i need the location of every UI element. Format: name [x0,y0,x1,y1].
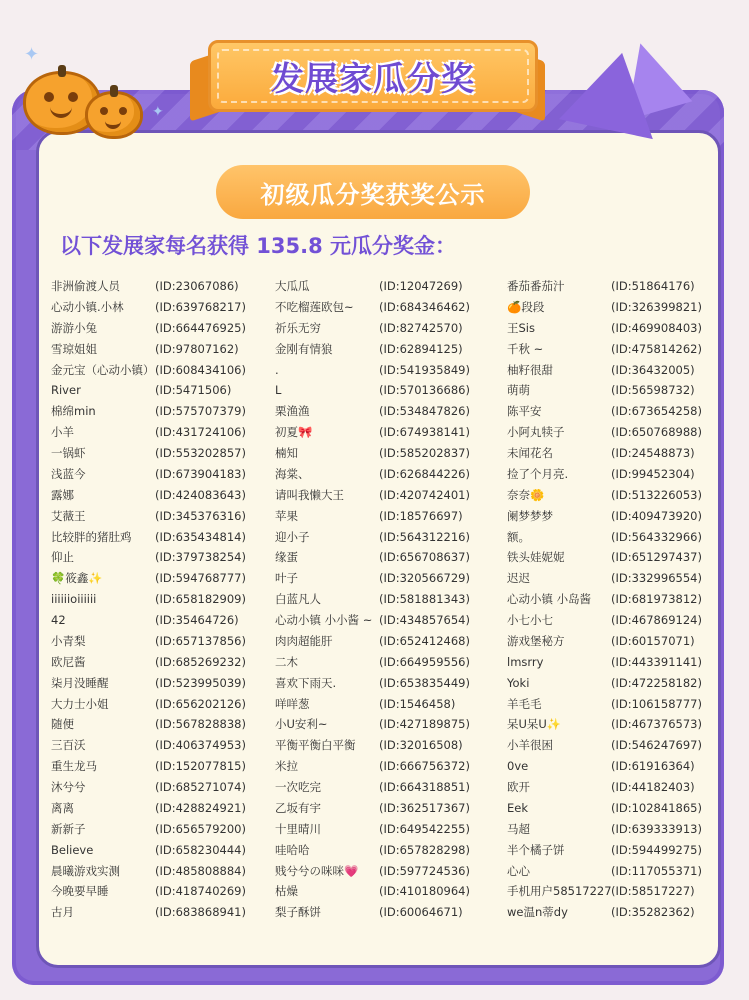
winner-id: (ID:326399821) [611,299,702,314]
list-item [275,568,505,589]
list-item [51,673,271,694]
winner-name: River [51,383,81,398]
list-item [275,380,505,401]
winner-id: (ID:674938141) [379,425,470,440]
list-item [507,276,717,297]
list-item [275,464,505,485]
winner-id: (ID:575707379) [155,404,246,419]
winner-name: 贱兮兮の咪咪💗 [275,863,359,878]
winner-name: Yoki [507,675,530,690]
winner-name: 楠知 [275,446,298,460]
list-item [51,527,271,548]
list-item [507,485,717,506]
list-item [275,840,505,861]
list-item [507,714,717,735]
winner-name: 祈乐无穷 [275,320,321,335]
list-item [507,568,717,589]
list-item [275,610,505,631]
list-item [507,318,717,339]
winner-id: (ID:681973812) [611,592,702,607]
winner-id: (ID:32016508) [379,738,463,753]
pumpkin-eye [100,107,108,115]
winner-name: L [275,383,282,398]
list-item [275,673,505,694]
subtitle: 初级瓜分奖获奖公示 [260,180,486,209]
winner-id: (ID:152077815) [155,759,246,774]
winner-name: 哇哈哈 [275,842,310,857]
list-item [507,777,717,798]
list-item [275,652,505,673]
winner-name: 非洲偷渡人员 [51,279,120,293]
list-item [51,297,271,318]
winner-id: (ID:431724106) [155,425,246,440]
list-item [275,401,505,422]
winner-column-1 [51,276,271,923]
list-item [51,380,271,401]
winner-id: (ID:472258182) [611,675,702,690]
winner-id: (ID:594768777) [155,571,246,586]
winner-id: (ID:97807162) [155,341,239,356]
winner-id: (ID:546247697) [611,738,702,753]
winner-name: 小羊 [51,425,74,440]
sparkle-icon: ✦ [24,44,40,65]
winner-name: 金刚有情狼 [275,341,333,356]
winner-id: (ID:420742401) [379,487,470,502]
winner-id: (ID:434857654) [379,613,470,627]
list-item [275,589,505,610]
winner-id: (ID:1546458) [379,696,456,711]
winner-name: 艾薇王 [51,508,86,523]
winner-name: 42 [51,613,66,627]
winner-name: 🍀筱鑫✨ [51,571,103,586]
winner-name: 金元宝（心动小镇） [51,362,155,377]
list-item [507,902,717,923]
list-item [51,652,271,673]
winner-id: (ID:597724536) [379,863,470,878]
winner-name: 迟迟 [507,571,530,586]
winner-id: (ID:664959556) [379,654,470,669]
winner-name: 初夏🎀 [275,425,313,440]
winner-id: (ID:467869124) [611,613,702,627]
list-item [507,422,717,443]
winner-name: Believe [51,842,94,857]
winner-id: (ID:410180964) [379,884,470,899]
list-item [275,735,505,756]
winner-column-3 [507,276,717,923]
list-item [51,840,271,861]
winner-name: 陈平安 [507,404,542,419]
winner-name: 欧尼酱 [51,654,86,669]
list-item [51,568,271,589]
winner-id: (ID:406374953) [155,738,246,753]
title-banner [208,40,538,112]
winner-name: 番茄番茄汁 [507,279,565,293]
list-item [275,527,505,548]
winner-name: 枯燥 [275,884,298,899]
winner-name: 露娜 [51,487,74,502]
winner-name: 心动小镇 小岛酱 [507,592,592,607]
list-item [507,861,717,882]
winner-id: (ID:62894125) [379,341,463,356]
winner-id: (ID:541935849) [379,362,470,377]
list-item [51,798,271,819]
winner-id: (ID:685271074) [155,780,246,794]
winner-id: (ID:467376573) [611,717,702,732]
winner-name: 咩咩葱 [275,696,310,711]
headline: 以下发展家每名获得 135.8 元瓜分奖金： [60,234,457,258]
list-item [275,798,505,819]
winner-id: (ID:656708637) [379,550,470,565]
list-item [51,735,271,756]
winner-name: 额。 [507,529,530,544]
winner-name: 一锅虾 [51,446,86,460]
list-item [51,714,271,735]
winner-id: (ID:684346462) [379,299,470,314]
winner-id: (ID:656579200) [155,821,246,836]
sparkle-icon: ✦ [152,104,164,120]
winner-name: 马超 [507,821,530,836]
winner-id: (ID:650768988) [611,425,702,440]
winner-name: 三百沃 [51,738,86,753]
list-item [51,506,271,527]
list-item [275,443,505,464]
list-item [51,547,271,568]
list-item [507,547,717,568]
winner-name: 大力士小姐 [51,696,109,711]
winner-id: (ID:418740269) [155,884,246,899]
winner-id: (ID:36432005) [611,362,695,377]
winner-name: 小羊很困 [507,738,553,753]
list-item [507,360,717,381]
pumpkin-eye [119,107,127,115]
winner-name: 0ve [507,759,529,774]
winner-id: (ID:379738254) [155,550,246,565]
winner-name: 萌萌 [507,383,530,398]
pumpkin-stem [110,85,118,97]
winner-name: 小青梨 [51,633,86,648]
list-item [275,360,505,381]
winner-name: 游戏堡秘方 [507,633,565,648]
list-item [507,881,717,902]
winner-id: (ID:652412468) [379,633,470,648]
winner-name: 十里晴川 [275,821,321,836]
list-item [507,297,717,318]
pumpkin-icon [88,94,140,136]
list-item [507,631,717,652]
winner-name: 心心 [507,863,530,878]
list-item [507,589,717,610]
list-item [51,861,271,882]
pumpkin-stem [58,65,66,77]
winner-name: 柚籽很甜 [507,362,553,377]
winner-id: (ID:5471506) [155,383,232,398]
list-item [275,318,505,339]
subtitle-pill [216,165,530,219]
winner-name: 新新子 [51,821,86,836]
list-item [507,443,717,464]
winner-id: (ID:332996554) [611,571,702,586]
list-item [51,881,271,902]
list-item [51,339,271,360]
winner-name: 离离 [51,800,74,815]
winner-id: (ID:657828298) [379,842,470,857]
winner-id: (ID:658182909) [155,592,246,607]
list-item [51,485,271,506]
winner-id: (ID:585202837) [379,446,470,460]
banner-title: 发展家瓜分奖 [271,58,475,98]
list-item [51,401,271,422]
winner-id: (ID:12047269) [379,279,463,293]
winner-name: 铁头娃妮妮 [507,550,565,565]
list-item [275,631,505,652]
winner-id: (ID:534847826) [379,404,470,419]
winner-name: 一次吃完 [275,780,321,794]
winner-name: 不吃榴莲欧包~ [275,299,354,314]
list-item [51,276,271,297]
list-item [507,652,717,673]
winner-id: (ID:409473920) [611,508,702,523]
winner-name: 奈奈🌼 [507,487,545,502]
winner-name: 欧开 [507,780,530,794]
list-item [275,902,505,923]
list-item [507,798,717,819]
winner-name: 小七小七 [507,613,553,627]
winner-name: 比较胖的猪肚鸡 [51,529,132,544]
winner-name: 随便 [51,717,74,732]
winner-name: 小U安利~ [275,717,328,732]
winner-id: (ID:664318851) [379,780,470,794]
winner-id: (ID:639333913) [611,821,702,836]
winner-name: 迎小子 [275,529,310,544]
winner-name: 重生龙马 [51,759,97,774]
winner-id: (ID:673654258) [611,404,702,419]
winner-name: 海棠、 [275,466,310,481]
winner-name: 喜欢下雨天. [275,675,337,690]
list-item [507,756,717,777]
list-item [507,401,717,422]
list-item [51,902,271,923]
pumpkin-icon [26,74,98,132]
winner-id: (ID:362517367) [379,800,470,815]
list-item [507,380,717,401]
winner-name: we温n蒂dy [507,905,568,920]
winner-id: (ID:60064671) [379,905,463,920]
winner-name: 乙坂有宇 [275,800,321,815]
winner-id: (ID:60157071) [611,633,695,648]
winner-name: 缘蛋 [275,550,298,565]
winner-name: 王Sis [507,320,535,335]
winner-id: (ID:564332966) [611,529,702,544]
winner-name: 梨子酥饼 [275,905,321,920]
winner-name: 大瓜瓜 [275,279,310,293]
winner-name: 棉绵min [51,404,96,419]
list-item [507,673,717,694]
list-item [51,694,271,715]
list-item [275,276,505,297]
winner-name: 千秋 ~ [507,341,544,356]
list-item [51,464,271,485]
winner-name: lmsrry [507,654,544,669]
winner-name: 米拉 [275,759,298,774]
winner-id: (ID:44182403) [611,780,695,794]
winner-name: 晨曦游戏实测 [51,863,120,878]
winner-id: (ID:18576697) [379,508,463,523]
list-item [275,339,505,360]
winner-name: 请叫我懒大王 [275,487,344,502]
list-item [51,756,271,777]
winner-name: 沐兮兮 [51,780,86,794]
list-item [51,631,271,652]
list-item [51,777,271,798]
winner-name: 苹果 [275,508,298,523]
list-item [275,861,505,882]
winner-id: (ID:345376316) [155,508,246,523]
winner-name: 羊毛毛 [507,696,542,711]
list-item [507,527,717,548]
winner-id: (ID:82742570) [379,320,463,335]
winner-id: (ID:570136686) [379,383,470,398]
winner-id: (ID:649542255) [379,821,470,836]
winner-id: (ID:683868941) [155,905,246,920]
winner-id: (ID:35282362) [611,905,695,920]
winner-id: (ID:685269232) [155,654,246,669]
winner-name: 柒月没睡醒 [51,675,109,690]
winner-id: (ID:24548873) [611,446,695,460]
list-item [275,547,505,568]
list-item [507,506,717,527]
winner-id: (ID:658230444) [155,842,246,857]
winner-name: 小阿丸犊子 [507,425,565,440]
winner-id: (ID:581881343) [379,592,470,607]
list-item [51,589,271,610]
list-item [507,735,717,756]
pumpkin-mouth [50,104,72,118]
winner-id: (ID:102841865) [611,800,702,815]
winner-name: Eek [507,800,529,815]
winner-name: 浅蓝今 [51,466,86,481]
list-item [507,339,717,360]
winner-name: iiiiiioiiiiii [51,592,97,607]
list-item [275,819,505,840]
winner-id: (ID:523995039) [155,675,246,690]
winner-name: 今晚要早睡 [51,884,109,899]
winner-id: (ID:626844226) [379,466,470,481]
winner-id: (ID:553202857) [155,446,246,460]
list-item [507,819,717,840]
winner-name: 呆U呆U✨ [507,717,562,732]
winner-id: (ID:657137856) [155,633,246,648]
winner-name: 叶子 [275,571,298,586]
winner-id: (ID:23067086) [155,279,239,293]
winner-id: (ID:56598732) [611,383,695,398]
list-item [51,422,271,443]
winner-id: (ID:564312216) [379,529,470,544]
list-item [275,506,505,527]
list-item [51,443,271,464]
winner-name: 半个橘子饼 [507,842,565,857]
winner-name: 古月 [51,905,74,920]
list-item [507,840,717,861]
winner-id: (ID:594499275) [611,842,702,857]
winner-id: (ID:428824921) [155,800,246,815]
winner-name: . [275,362,279,377]
winner-name: 栗渔渔 [275,404,310,419]
winner-name: 白蓝凡人 [275,592,321,607]
list-item [275,422,505,443]
winner-name: 🍊段段 [507,299,545,314]
winner-id: (ID:99452304) [611,466,695,481]
winner-name: 阑梦梦梦 [507,508,553,523]
list-item [275,485,505,506]
winner-id: (ID:424083643) [155,487,246,502]
winner-id: (ID:651297437) [611,550,702,565]
list-item [275,756,505,777]
winner-id: (ID:608434106) [155,362,246,377]
winner-id: (ID:443391141) [611,654,702,669]
winner-id: (ID:320566729) [379,571,470,586]
list-item [51,819,271,840]
list-item [507,694,717,715]
winner-name: 手机用户58517227 [507,884,612,899]
list-item [275,714,505,735]
winner-id: (ID:35464726) [155,613,239,627]
winner-id: (ID:635434814) [155,529,246,544]
winner-id: (ID:117055371) [611,863,702,878]
winner-id: (ID:427189875) [379,717,470,732]
list-item [51,318,271,339]
winner-column-2 [275,276,505,923]
winner-id: (ID:106158777) [611,696,702,711]
pumpkin-eye [44,92,54,102]
list-item [275,881,505,902]
winner-name: 二木 [275,654,298,669]
pumpkin-mouth [105,115,121,129]
winner-id: (ID:61916364) [611,759,695,774]
winner-name: 平衡平衡白平衡 [275,738,356,753]
pumpkin-eye [68,92,78,102]
winner-name: 肉肉超能肝 [275,633,333,648]
winner-id: (ID:475814262) [611,341,702,356]
winner-id: (ID:639768217) [155,299,246,314]
winner-id: (ID:653835449) [379,675,470,690]
winner-name: 未闻花名 [507,446,553,460]
list-item [275,694,505,715]
winner-id: (ID:58517227) [611,884,695,899]
list-item [51,610,271,631]
winner-name: 游游小兔 [51,320,97,335]
list-item [507,464,717,485]
list-item [507,610,717,631]
winner-id: (ID:656202126) [155,696,246,711]
winner-name: 雪琼姐姐 [51,341,97,356]
winner-name: 心动小镇 小小酱 ~ [275,613,373,627]
winner-id: (ID:513226053) [611,487,702,502]
winner-id: (ID:567828838) [155,717,246,732]
winner-name: 仰止 [51,550,74,565]
winner-name: 捡了个月亮. [507,466,569,481]
winner-id: (ID:469908403) [611,320,702,335]
winner-id: (ID:51864176) [611,279,695,293]
list-item [51,360,271,381]
list-item [275,777,505,798]
winner-name: 心动小镇.小林 [51,299,124,314]
winner-id: (ID:485808884) [155,863,246,878]
winner-id: (ID:673904183) [155,466,246,481]
list-item [275,297,505,318]
winner-id: (ID:664476925) [155,320,246,335]
winner-id: (ID:666756372) [379,759,470,774]
